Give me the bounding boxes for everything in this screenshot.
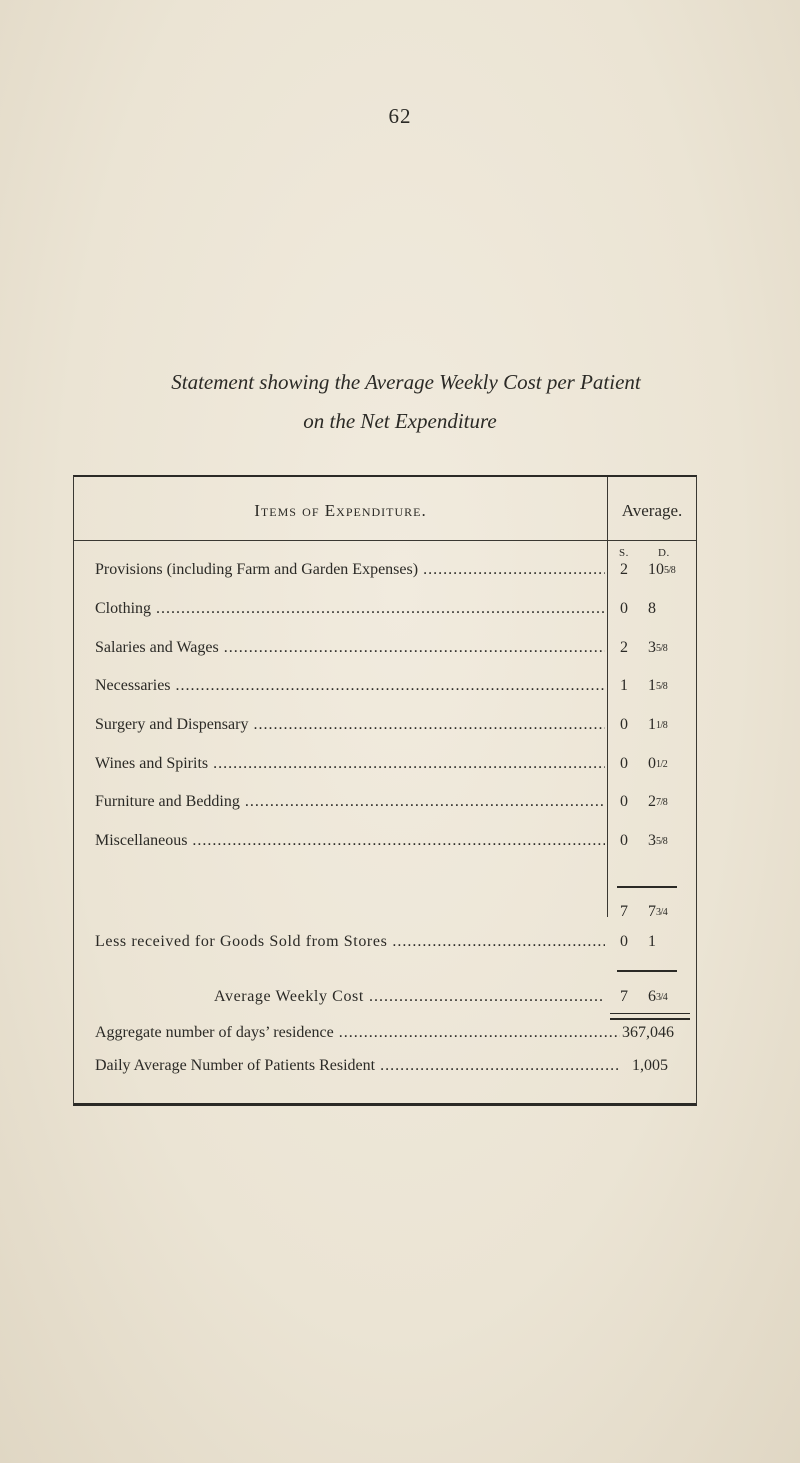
average-weekly-pence: 63/4 bbox=[648, 988, 668, 1005]
row-pence: 35/8 bbox=[648, 832, 668, 849]
less-label: Less received for Goods Sold from Stores ..... bbox=[95, 933, 605, 951]
row-shillings: 0 bbox=[620, 755, 628, 772]
header-items-of-expenditure: Items of Expenditure. bbox=[254, 501, 427, 520]
table-row bbox=[74, 716, 696, 742]
row-label: Provisions (including Farm and Garden Expenses) ..... bbox=[95, 561, 605, 579]
expenditure-table bbox=[73, 475, 697, 1106]
row-pence: 27/8 bbox=[648, 793, 668, 810]
aggregate-label: Aggregate number of days’ residence ..... bbox=[95, 1024, 620, 1042]
row-pence: 11/8 bbox=[648, 716, 668, 733]
table-row bbox=[74, 600, 696, 626]
row-label: Salaries and Wages ..... bbox=[95, 639, 605, 657]
less-row bbox=[74, 933, 696, 959]
row-pence: 105/8 bbox=[648, 561, 676, 578]
daily-average-row bbox=[74, 1057, 696, 1083]
row-pence: 8 bbox=[648, 600, 656, 617]
header-rule bbox=[74, 540, 696, 541]
row-shillings: 1 bbox=[620, 677, 628, 694]
subtotal-row bbox=[74, 903, 696, 929]
average-weekly-shillings: 7 bbox=[620, 988, 628, 1005]
row-label: Furniture and Bedding ..... bbox=[95, 793, 605, 811]
daily-average-label: Daily Average Number of Patients Resident ..... bbox=[95, 1057, 620, 1075]
average-weekly-row bbox=[74, 988, 696, 1014]
row-label: Miscellaneous ..... bbox=[95, 832, 605, 850]
row-label: Clothing ..... bbox=[95, 600, 605, 618]
header-average: Average. bbox=[621, 501, 683, 520]
title-line-1: Statement showing the Average Weekly Cost per Patient bbox=[171, 370, 641, 394]
row-pence: 01/2 bbox=[648, 755, 668, 772]
title-line-2: on the Net Expenditure bbox=[303, 409, 497, 433]
table-row bbox=[74, 561, 696, 587]
row-pence: 15/8 bbox=[648, 677, 668, 694]
row-label: Necessaries ..... bbox=[95, 677, 605, 695]
row-shillings: 0 bbox=[620, 716, 628, 733]
unit-shillings: S. bbox=[619, 547, 629, 559]
less-shillings: 0 bbox=[620, 933, 628, 950]
subtotal-pence: 73/4 bbox=[648, 903, 668, 920]
table-row bbox=[74, 832, 696, 858]
row-shillings: 0 bbox=[620, 793, 628, 810]
row-label: Surgery and Dispensary ..... bbox=[95, 716, 605, 734]
average-weekly-label: Average Weekly Cost ..... bbox=[214, 988, 604, 1006]
aggregate-value: 367,046 bbox=[622, 1024, 674, 1041]
table-row bbox=[74, 793, 696, 819]
daily-average-value: 1,005 bbox=[632, 1057, 668, 1074]
row-label: Wines and Spirits ..... bbox=[95, 755, 605, 773]
page-number: 62 bbox=[388, 104, 412, 128]
double-total-rule bbox=[610, 1013, 690, 1020]
table-row bbox=[74, 639, 696, 665]
unit-pence: D. bbox=[658, 547, 670, 559]
row-pence: 35/8 bbox=[648, 639, 668, 656]
subtotal-shillings: 7 bbox=[620, 903, 628, 920]
row-shillings: 2 bbox=[620, 561, 628, 578]
row-shillings: 2 bbox=[620, 639, 628, 656]
row-shillings: 0 bbox=[620, 600, 628, 617]
subtotal-rule bbox=[617, 886, 677, 888]
table-row bbox=[74, 677, 696, 703]
row-shillings: 0 bbox=[620, 832, 628, 849]
average-rule bbox=[617, 970, 677, 972]
table-row bbox=[74, 755, 696, 781]
less-pence: 1 bbox=[648, 933, 656, 950]
aggregate-row bbox=[74, 1024, 696, 1050]
